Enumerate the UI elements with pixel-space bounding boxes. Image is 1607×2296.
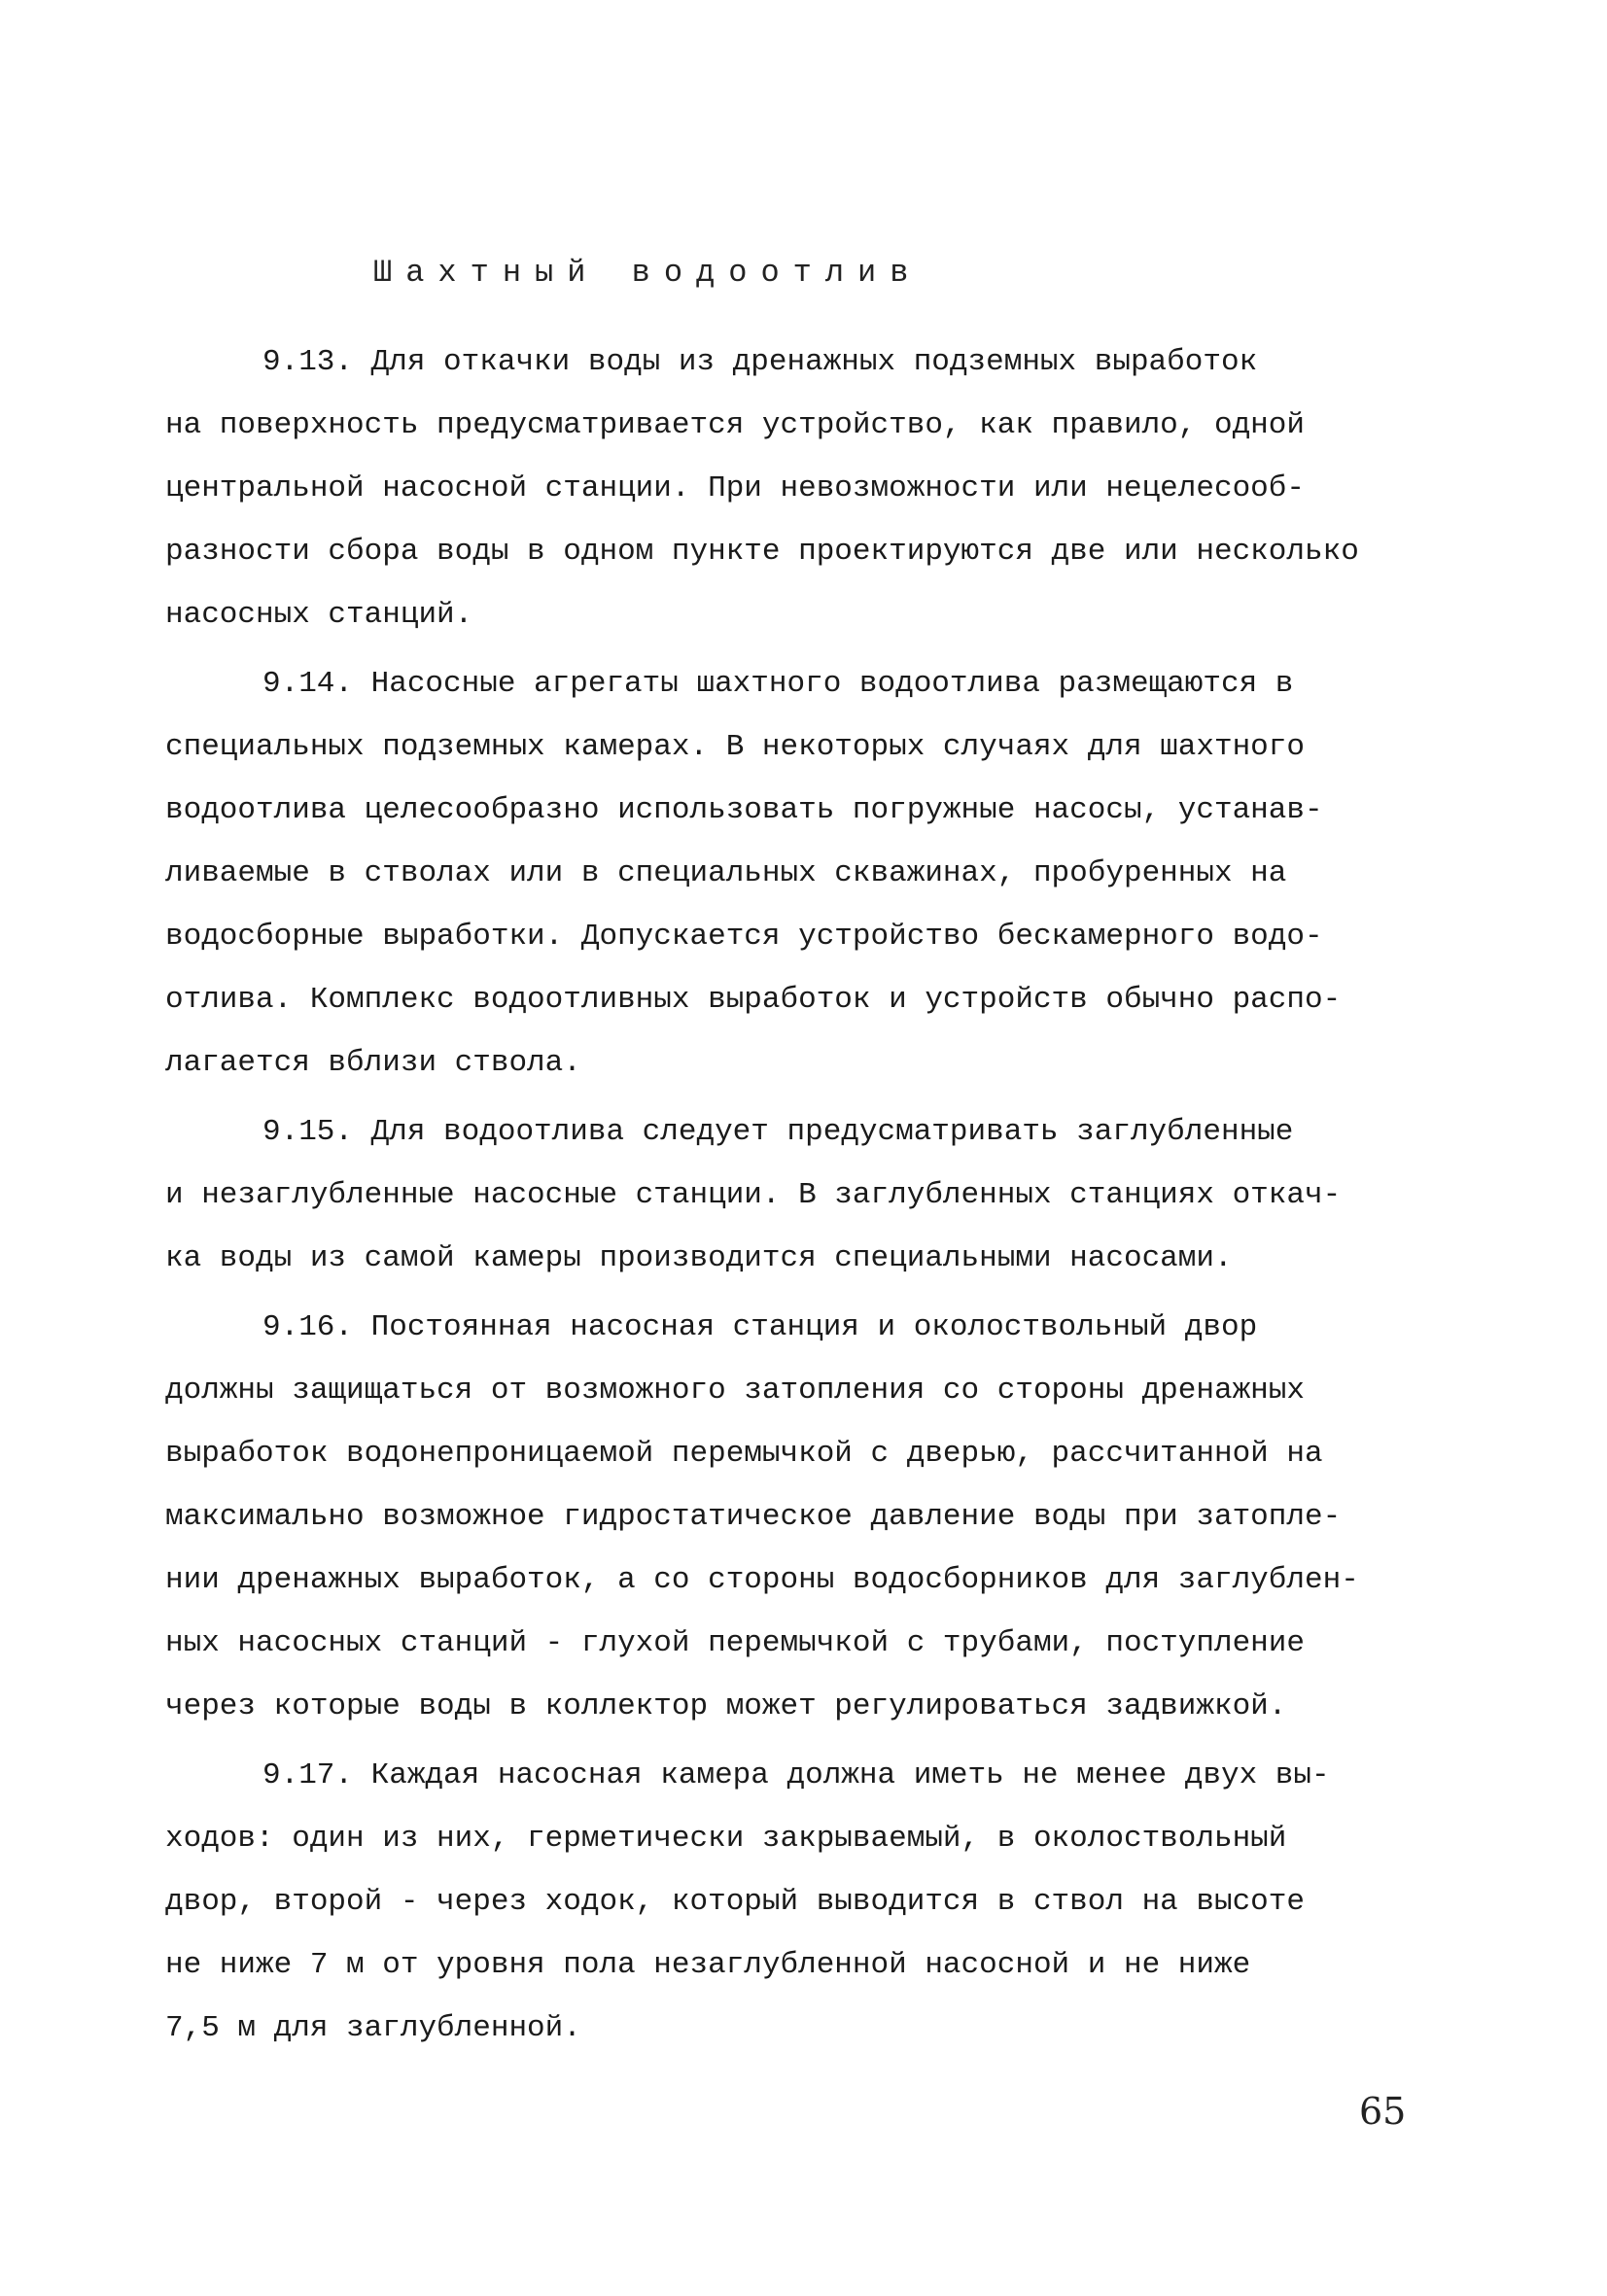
text-line: лагается вблизи ствола. [165,1046,581,1080]
document-body [165,330,1449,2066]
text-line: 9.13. Для откачки воды из дренажных подземных выработок [262,345,1258,379]
paragraph-9-17 [165,1744,1449,2060]
text-line: отлива. Комплекс водоотливных выработок и устройств обычно распо- [165,983,1342,1017]
text-line: водоотлива целесообразно использовать погружные насосы, устанав- [165,793,1323,827]
text-line: максимально возможное гидростатическое давление воды при затопле- [165,1500,1342,1534]
text-line: 9.16. Постоянная насосная станция и околоствольный двор [262,1310,1258,1344]
text-line: 9.17. Каждая насосная камера должна иметь не менее двух вы- [262,1758,1330,1792]
text-line: выработок водонепроницаемой перемычкой с дверью, рассчитанной на [165,1437,1323,1471]
page-number: 65 [1359,2090,1407,2133]
paragraph-9-15 [165,1100,1449,1290]
text-line: нии дренажных выработок, а со стороны водосборников для заглублен- [165,1563,1359,1597]
text-line: 9.14. Насосные агрегаты шахтного водоотлива размещаются в [262,667,1294,701]
section-heading: Шахтный водоотлив [373,255,923,291]
text-line: ка воды из самой камеры производится специальными насосами. [165,1241,1233,1275]
text-line: 7,5 м для заглубленной. [165,2011,581,2045]
text-line: двор, второй - через ходок, который выводится в ствол на высоте [165,1885,1305,1919]
text-line: центральной насосной станции. При невозможности или нецелесооб- [165,471,1305,505]
text-line: и незаглубленные насосные станции. В заглубленных станциях откач- [165,1178,1342,1212]
paragraph-9-16 [165,1296,1449,1738]
text-line: 9.15. Для водоотлива следует предусматривать заглубленные [262,1115,1294,1149]
text-line: не ниже 7 м от уровня пола незаглубленной насосной и не ниже [165,1948,1251,1982]
text-line: на поверхность предусматривается устройство, как правило, одной [165,408,1305,442]
text-line: ных насосных станций - глухой перемычкой с трубами, поступление [165,1626,1305,1660]
text-line: должны защищаться от возможного затопления со стороны дренажных [165,1374,1305,1408]
paragraph-9-14 [165,652,1449,1095]
paragraph-9-13 [165,330,1449,646]
text-line: водосборные выработки. Допускается устройство бескамерного водо- [165,920,1323,954]
text-line: разности сбора воды в одном пункте проектируются две или несколько [165,535,1359,569]
text-line: через которые воды в коллектор может регулироваться задвижкой. [165,1689,1287,1723]
text-line: насосных станций. [165,598,473,632]
text-line: специальных подземных камерах. В некоторых случаях для шахтного [165,730,1305,764]
text-line: ходов: один из них, герметически закрываемый, в околоствольный [165,1822,1287,1856]
text-line: ливаемые в стволах или в специальных скважинах, пробуренных на [165,856,1287,890]
